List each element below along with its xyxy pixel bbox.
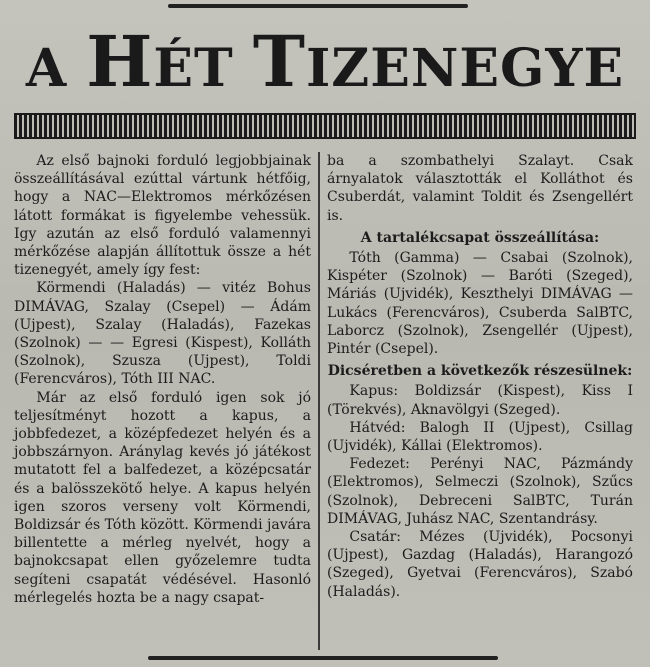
column-divider — [318, 152, 320, 650]
top-rule — [168, 4, 468, 8]
headline-part: T — [252, 20, 306, 103]
analysis-paragraph: Már az első forduló igen sok jó teljesítményt hozott a kapus, a jobbfedezet, a középfedezet helyén és a jobbszárnyon. Aránylag kevés jó játékost mutatott fel a balfedezet, a középcsatár és a balösszekötő helye. A kapus helyén igen szoros verseny volt Körmendi, Boldizsár és Tóth között. Körmendi javára billentette a mérleg nyelvét, hogy a bajnokcsapat ellen győzelemre tudta segíteni csapatát védésével. Hasonló mérlegelés hozta be a nagy csapat- — [14, 389, 311, 606]
praise-heading: Dicséretben a következők részesülnek: — [327, 363, 633, 380]
headline-part: ÉT — [153, 38, 253, 99]
reserve-team-paragraph: Tóth (Gamma) — Csabai (Szolnok), Kispéter (Szolnok) — Baróti (Szeged), Máriás (Ujvidék), Keszthelyi DIMÁVAG — Lukács (Ferencváros), Csuberda SalBTC, Laborcz (Szolnok), Zsengellér (Ujpest), Pintér (Csepel). — [327, 250, 633, 358]
headline-part: A — [25, 38, 87, 99]
continued-paragraph: ba a szombathelyi Szalayt. Csak árnyalatok választották el Kolláthot és Csuberdát, valamint Toldit és Zsengellért is. — [327, 153, 633, 224]
headline-part: H — [86, 20, 154, 103]
headline-part: IZENEGYE — [305, 38, 625, 99]
reserve-team-heading: A tartalékcsapat összeállítása: — [360, 229, 600, 246]
bottom-rule — [148, 656, 498, 660]
forwards-paragraph: Csatár: Mézes (Ujvidék), Pocsonyi (Ujpest), Gazdag (Haladás), Harangozó (Szeged), Gyetvai (Ferencváros), Szabó (Haladás). — [327, 529, 633, 600]
headline-ornament-bar — [14, 113, 636, 139]
defenders-paragraph: Hátvéd: Balogh II (Ujpest), Csillag (Ujvidék), Kállai (Elektromos). — [327, 419, 633, 455]
goalkeepers-paragraph: Kapus: Boldizsár (Kispest), Kiss I (Törekvés), Aknavölgyi (Szeged). — [327, 383, 633, 418]
right-column — [327, 152, 633, 601]
midfielders-paragraph: Fedezet: Perényi NAC, Pázmándy (Elektromos), Selmeczi (Szolnok), Szűcs (Szolnok), Debreceni SalBTC, Turán DIMÁVAG, Juhász NAC, Szentandrásy. — [327, 456, 633, 527]
intro-paragraph: Az első bajnoki forduló legjobbjainak összeállításával ezúttal vártunk hétfőig, hogy a NAC—Elektromos mérkőzésen látott formákat is figyelembe vehessük. Igy azután az első forduló valamennyi mérkőzése alapján állítottuk össze a hét tizenegyét, amely így fest: — [14, 153, 311, 279]
headline — [10, 20, 640, 108]
team-lineup-paragraph: Körmendi (Haladás) — vitéz Bohus DIMÁVAG, Szalay (Csepel) — Ádám (Ujpest), Szalay (Haladás), Fazekas (Szolnok) — — Egresi (Kispest), Kolláth (Szolnok), Szusza (Ujpest), Toldi (Ferencváros), Tóth III NAC. — [14, 280, 311, 388]
left-column — [14, 152, 311, 607]
